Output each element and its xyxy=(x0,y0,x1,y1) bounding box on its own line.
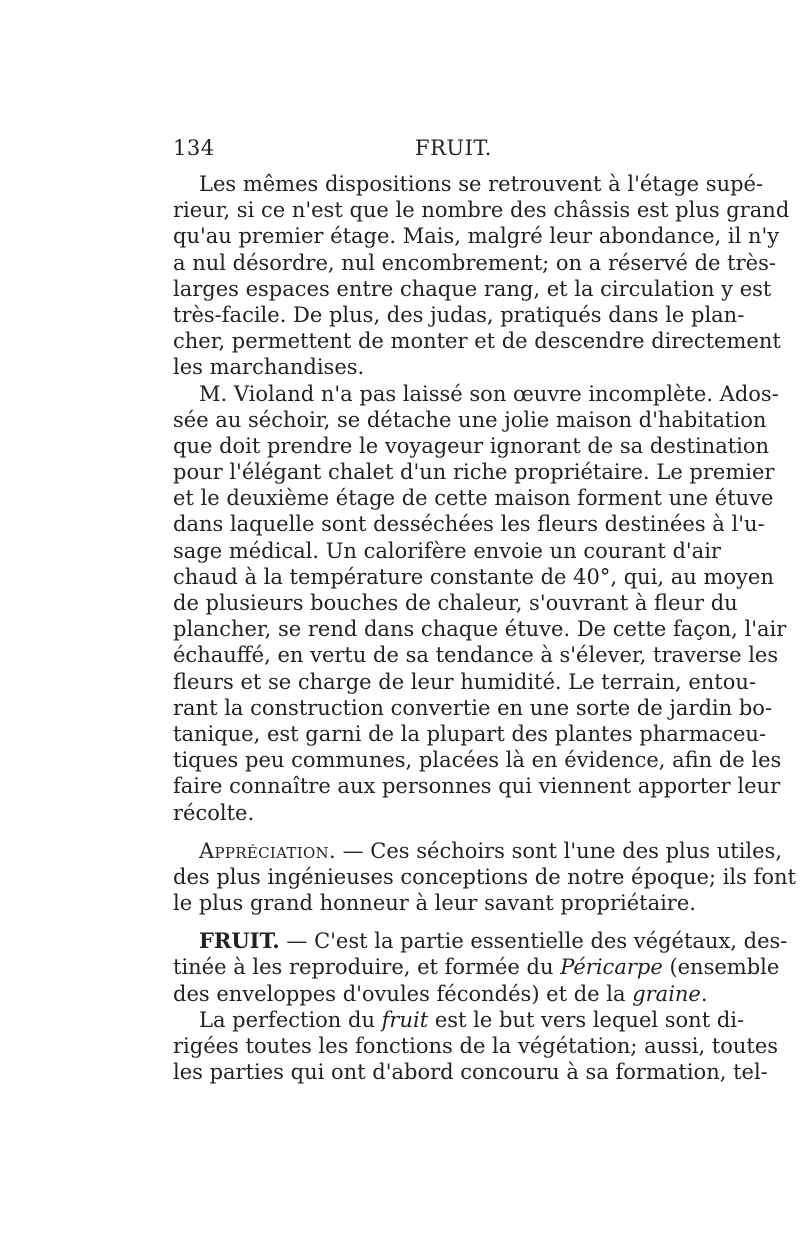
text-run: tinée à les reproduire, et formée du xyxy=(173,955,561,980)
text-line: cher, permettent de monter et de descendre directement xyxy=(173,329,781,354)
text-line: de plusieurs bouches de chaleur, s'ouvrant à fleur du xyxy=(173,591,738,615)
text-line: sage médical. Un calorifère envoie un courant d'air xyxy=(173,538,721,563)
text-run: — Ces séchoirs sont l'une des plus utiles, xyxy=(335,838,783,863)
text-run: La perfection du xyxy=(199,1007,382,1032)
text-line: les parties qui ont d'abord concouru à sa formation, tel- xyxy=(173,1060,768,1085)
text-line xyxy=(173,838,783,864)
text-line: faire connaître aux personnes qui viennent apporter leur xyxy=(173,774,781,799)
text-line: très-facile. De plus, des judas, pratiqués dans le plan- xyxy=(173,302,745,327)
text-line: tanique, est garni de la plupart des plantes pharmaceu- xyxy=(173,721,767,746)
page-number: 134 xyxy=(173,136,215,160)
text-line: M. Violand n'a pas laissé son œuvre incomplète. Ados- xyxy=(199,381,779,406)
paragraph-gap xyxy=(173,916,698,928)
text-line: récolte. xyxy=(173,800,255,825)
text-line xyxy=(173,981,708,1007)
paragraph-gap xyxy=(173,826,698,838)
italic-term: fruit xyxy=(381,1007,429,1032)
paragraph xyxy=(173,381,787,826)
text-line xyxy=(173,1007,745,1033)
text-line: des plus ingénieuses conceptions de notre époque; ils font xyxy=(173,864,796,889)
text-line: qu'au premier étage. Mais, malgré leur abondance, il n'y xyxy=(173,224,780,249)
text-line: larges espaces entre chaque rang, et la circulation y est xyxy=(173,276,772,301)
text-line: fleurs et se charge de leur humidité. Le terrain, entou- xyxy=(173,669,757,694)
text-line: tiques peu communes, placées là en évidence, afin de les xyxy=(173,748,782,773)
text-line: dans laquelle sont desséchées les fleurs destinées à l'u- xyxy=(173,512,765,537)
text-line: que doit prendre le voyageur ignorant de sa destination xyxy=(173,433,770,458)
text-run: (ensemble xyxy=(669,955,780,980)
text-line: sée au séchoir, se détache une jolie maison d'habitation xyxy=(173,407,767,432)
text-line: rigées toutes les fonctions de la végétation; aussi, toutes xyxy=(173,1034,779,1058)
text-line: le plus grand honneur à leur savant propriétaire. xyxy=(173,891,696,916)
text-line: Les mêmes dispositions se retrouvent à l'étage supé- xyxy=(199,172,764,196)
text-line: les marchandises. xyxy=(173,355,365,380)
text-line: plancher, se rend dans chaque étuve. De cette façon, l'air xyxy=(173,617,787,642)
text-run: . xyxy=(700,981,708,1006)
text-line: échauffé, en vertu de sa tendance à s'élever, traverse les xyxy=(173,643,779,668)
text-line xyxy=(173,954,780,980)
text-run: est le but vers lequel sont di- xyxy=(428,1007,745,1032)
text-run: — C'est la partie essentielle des végétaux, des- xyxy=(279,929,788,954)
text-line: pour l'élégant chalet d'un riche propriétaire. Le premier xyxy=(173,460,775,485)
paragraph xyxy=(173,171,790,381)
italic-term: Péricarpe xyxy=(560,955,663,980)
section-lead: Appréciation. xyxy=(199,838,336,863)
paragraph-appreciation xyxy=(173,838,796,917)
text-line: rant la construction convertie en une sorte de jardin bo- xyxy=(173,695,773,720)
page-body xyxy=(173,171,796,1085)
text-line xyxy=(173,928,788,954)
italic-term: graine xyxy=(632,981,701,1006)
running-head: FRUIT. xyxy=(415,136,492,160)
entry-fruit xyxy=(173,928,788,1007)
text-line: chaud à la température constante de 40°, qui, au moyen xyxy=(173,564,774,589)
text-run: des enveloppes d'ovules fécondés) et de la xyxy=(173,981,633,1006)
text-line: et le deuxième étage de cette maison forment une étuve xyxy=(173,486,774,511)
entry-headword: FRUIT. xyxy=(199,928,280,954)
text-line: rieur, si ce n'est que le nombre des châssis est plus grand xyxy=(173,198,790,223)
text-line: a nul désordre, nul encombrement; on a réservé de très- xyxy=(173,250,776,275)
paragraph xyxy=(173,1007,779,1086)
